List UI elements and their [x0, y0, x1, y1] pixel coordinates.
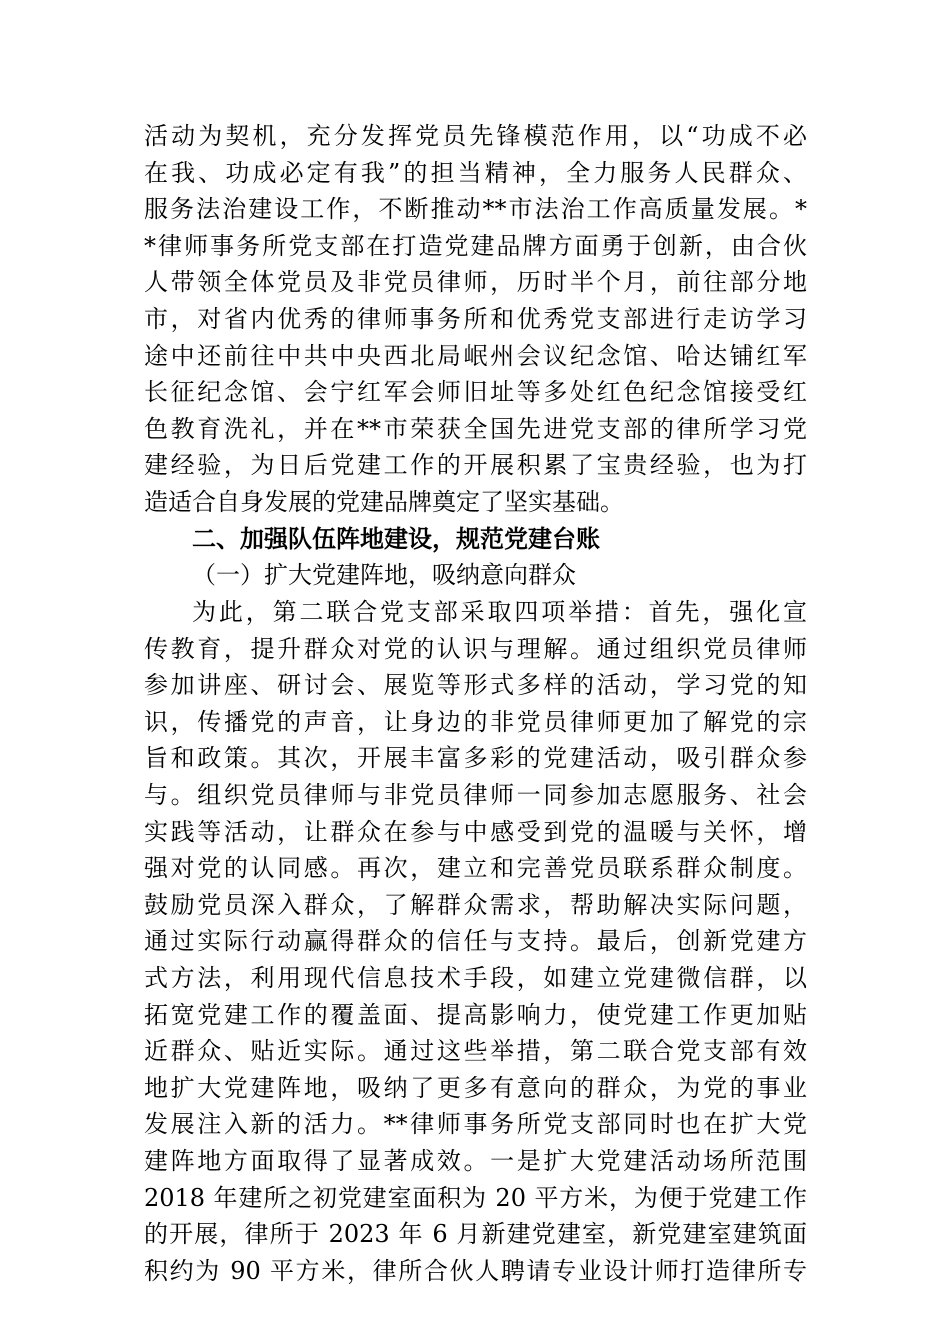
- text-line: 识，传播党的声音，让身边的非党员律师更加了解党的宗: [144, 707, 807, 736]
- text-line: 建阵地方面取得了显著成效。一是扩大党建活动场所范围: [144, 1146, 807, 1175]
- text-line: 建经验，为日后党建工作的开展积累了宝贵经验，也为打: [144, 451, 807, 480]
- text-line: 2018 年建所之初党建室面积为 20 平方米，为便于党建工作: [144, 1183, 807, 1212]
- text-line: 强对党的认同感。再次，建立和完善党员联系群众制度。: [144, 854, 807, 883]
- text-line: 的开展，律所于 2023 年 6 月新建党建室，新党建室建筑面: [144, 1220, 807, 1249]
- text-line: 传教育，提升群众对党的认识与理解。通过组织党员律师: [144, 634, 807, 663]
- section-heading: [144, 521, 807, 558]
- text-line: 市，对省内优秀的律师事务所和优秀党支部进行走访学习: [144, 304, 807, 333]
- subsection-heading: [144, 557, 807, 594]
- text-line: 服务法治建设工作，不断推动**市法治工作高质量发展。*: [144, 195, 807, 224]
- text-line: 在我、功成必定有我”的担当精神，全力服务人民群众、: [144, 158, 807, 187]
- text-line: 长征纪念馆、会宁红军会师旧址等多处红色纪念馆接受红: [144, 378, 807, 407]
- text-line: 参加讲座、研讨会、展览等形式多样的活动，学习党的知: [144, 671, 807, 700]
- text-line: 式方法，利用现代信息技术手段，如建立党建微信群，以: [144, 963, 807, 992]
- text-line: 通过实际行动赢得群众的信任与支持。最后，创新党建方: [144, 927, 807, 956]
- text-line: 途中还前往中共中央西北局岷州会议纪念馆、哈达铺红军: [144, 341, 807, 370]
- text-line: 实践等活动，让群众在参与中感受到党的温暖与关怀，增: [144, 817, 807, 846]
- text-line: *律师事务所党支部在打造党建品牌方面勇于创新，由合伙: [144, 231, 807, 260]
- text-line: 色教育洗礼，并在**市荣获全国先进党支部的律所学习党: [144, 414, 807, 443]
- text-line: 拓宽党建工作的覆盖面、提高影响力，使党建工作更加贴: [144, 1000, 807, 1029]
- subheading-1: （一）扩大党建阵地，吸纳意向群众: [192, 561, 576, 589]
- paragraph-2: [144, 594, 807, 1289]
- text-line: 旨和政策。其次，开展丰富多彩的党建活动，吸引群众参: [144, 744, 807, 773]
- text-line: 积约为 90 平方米，律所合伙人聘请专业设计师打造律所专: [144, 1256, 807, 1285]
- text-line: 鼓励党员深入群众，了解群众需求，帮助解决实际问题，: [144, 890, 807, 919]
- text-line: 地扩大党建阵地，吸纳了更多有意向的群众，为党的事业: [144, 1073, 807, 1102]
- paragraph-1: [144, 118, 807, 521]
- heading-2: 二、加强队伍阵地建设，规范党建台账: [192, 525, 600, 553]
- text-line: 造适合自身发展的党建品牌奠定了坚实基础。: [144, 487, 624, 516]
- text-line: 为此，第二联合党支部采取四项举措：首先，强化宣: [192, 598, 807, 626]
- text-line: 人带领全体党员及非党员律师，历时半个月，前往部分地: [144, 268, 807, 297]
- text-line: 近群众、贴近实际。通过这些举措，第二联合党支部有效: [144, 1037, 807, 1066]
- text-line: 与。组织党员律师与非党员律师一同参加志愿服务、社会: [144, 780, 807, 809]
- text-line: 活动为契机，充分发挥党员先锋模范作用，以“功成不必: [144, 122, 807, 150]
- text-line: 发展注入新的活力。**律师事务所党支部同时也在扩大党: [144, 1110, 807, 1139]
